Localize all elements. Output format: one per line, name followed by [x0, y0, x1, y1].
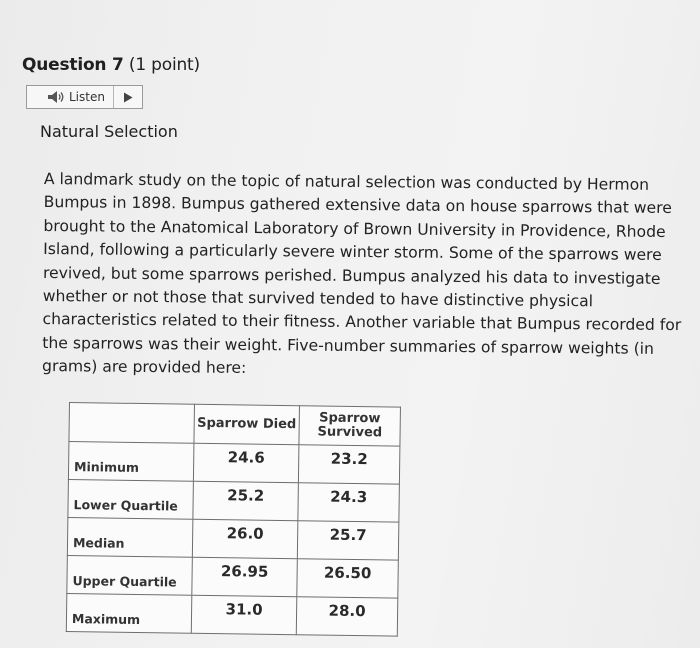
question-points: (1 point): [128, 55, 200, 75]
passage-line: grams) are provided here:: [42, 357, 247, 378]
table-header-row: [69, 403, 401, 447]
speaker-icon: [47, 90, 65, 104]
passage-line: whether or not those that survived tended to have distinctive physical: [42, 287, 594, 311]
table-row: [67, 517, 398, 560]
survived-value: 25.7: [329, 525, 367, 545]
row-label: Minimum: [73, 459, 140, 475]
table-row: [67, 555, 398, 598]
listen-button[interactable]: [27, 86, 114, 108]
row-label: Median: [72, 535, 125, 551]
question-number: Question 7: [22, 55, 124, 75]
question-title: [22, 55, 200, 75]
survived-value: 23.2: [330, 449, 368, 469]
passage-line: the sparrows was their weight. Five-number summaries of sparrow weights (in: [42, 333, 655, 358]
died-value: 26.95: [220, 562, 269, 581]
died-value: 24.6: [227, 448, 265, 467]
survived-value: 24.3: [330, 487, 368, 507]
table-row: [68, 442, 399, 485]
play-button[interactable]: [114, 86, 142, 108]
header-empty: [69, 403, 195, 444]
row-label: Maximum: [71, 611, 141, 628]
header-sparrow-died: Sparrow Died: [194, 404, 300, 444]
passage-line: characteristics related to their fitness. Another variable that Bumpus recorded for: [42, 310, 682, 335]
table-row: [66, 593, 397, 636]
play-icon: [123, 92, 133, 103]
survived-value: 28.0: [328, 601, 366, 621]
five-number-summary-table: [66, 402, 401, 637]
listen-widget: [26, 85, 143, 109]
passage-line: Island, following a particularly severe winter storm. Some of the sparrows were: [43, 240, 662, 265]
row-label: Upper Quartile: [72, 573, 177, 590]
died-value: 26.0: [226, 524, 264, 543]
passage-line: brought to the Anatomical Laboratory of Brown University in Providence, Rhode: [43, 216, 666, 241]
passage-line: A landmark study on the topic of natural selection was conducted by Hermon: [43, 169, 650, 194]
passage-line: revived, but some sparrows perished. Bumpus analyzed his data to investigate: [42, 263, 661, 288]
table-row: [68, 479, 399, 522]
section-heading: Natural Selection: [40, 122, 178, 141]
listen-label: Listen: [69, 90, 105, 104]
died-value: 25.2: [227, 486, 265, 505]
row-label: Lower Quartile: [73, 497, 178, 514]
died-value: 31.0: [225, 600, 263, 619]
passage-line: Bumpus in 1898. Bumpus gathered extensive data on house sparrows that were: [43, 193, 672, 218]
header-sparrow-survived: Sparrow Survived: [299, 406, 401, 446]
survived-value: 26.50: [323, 563, 372, 583]
passage-text: [42, 168, 682, 385]
